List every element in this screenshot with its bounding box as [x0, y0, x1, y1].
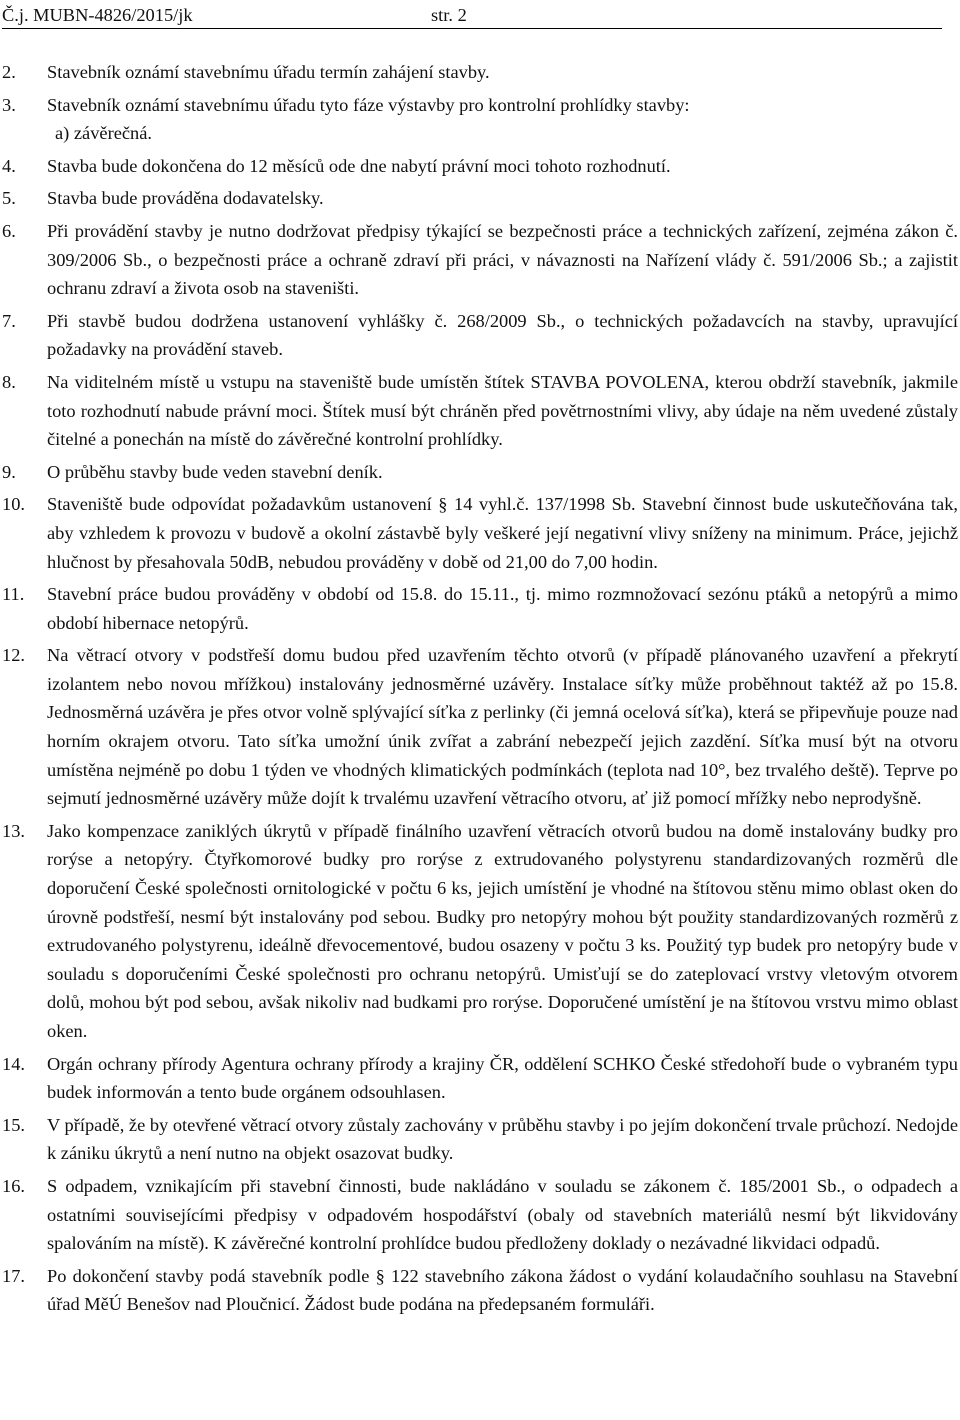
- list-item: [2, 1262, 958, 1319]
- list-item: [2, 1111, 958, 1168]
- item-text: Stavebník oznámí stavebnímu úřadu tyto fáze výstavby pro kontrolní prohlídky stavby:: [47, 94, 690, 115]
- item-text: Stavba bude prováděna dodavatelsky.: [47, 188, 324, 209]
- item-number: 7.: [2, 310, 16, 331]
- item-number: 17.: [2, 1265, 25, 1286]
- item-text: Při provádění stavby je nutno dodržovat předpisy týkající se bezpečnosti práce a technických zařízení, zejména zákon č. 309/2006 Sb., o bezpečnosti práce a ochraně zdraví při práci, v návaznosti na Nařízení vlády č. 591/2006 Sb.; a zajistit ochranu zdraví a života osob na staveništi.: [47, 220, 958, 299]
- item-number: 16.: [2, 1175, 25, 1196]
- item-number: 14.: [2, 1053, 25, 1074]
- item-number: 12.: [2, 645, 25, 666]
- conditions-list: [2, 58, 958, 1323]
- item-text: Při stavbě budou dodržena ustanovení vyhlášky č. 268/2009 Sb., o technických požadavcích na stavby, upravující požadavky na provádění staveb.: [47, 310, 958, 360]
- item-number: 9.: [2, 461, 16, 482]
- item-text-wrap: [47, 91, 958, 148]
- list-item: [2, 184, 958, 213]
- list-item: [2, 817, 958, 1046]
- list-item: [2, 368, 958, 454]
- item-number: 2.: [2, 62, 16, 82]
- page-header: [2, 4, 942, 29]
- item-text: Staveniště bude odpovídat požadavkům ustanovení § 14 vyhl.č. 137/1998 Sb. Stavební činnost bude uskutečňována tak, aby vzhledem k provozu v budově a okolní zástavbě byly veškeré její negativní vlivy sníženy na minimum. Práce, jejichž hlučnost by přesahovala 50dB, nebudou prováděny v době od 21,00 do 7,00 hodin.: [47, 494, 958, 572]
- list-item: [2, 307, 958, 364]
- item-number: 11.: [2, 584, 25, 605]
- list-item: [2, 580, 958, 637]
- item-number: 5.: [2, 188, 16, 209]
- item-text: S odpadem, vznikajícím při stavební činnosti, bude nakládáno v souladu se zákonem č. 185/2001 Sb., o odpadech a ostatními souvisejícími předpisy v odpadovém hospodářství (obaly od stavebních materiálů nesmí být likvidovány spalováním na místě). K závěrečné kontrolní prohlídce budou předloženy doklady o nezávadné likvidaci odpadů.: [47, 1175, 958, 1254]
- item-number: 4.: [2, 155, 16, 176]
- list-item: [2, 641, 958, 813]
- item-text: O průběhu stavby bude veden stavební deník.: [47, 461, 383, 482]
- item-text: V případě, že by otevřené větrací otvory zůstaly zachovány v průběhu stavby i po jejím dokončení trvale průchozí. Nedojde k zániku úkrytů a není nutno na objekt osazovat budky.: [47, 1114, 958, 1164]
- item-text: Jako kompenzace zaniklých úkrytů v případě finálního uzavření větracích otvorů budou na domě instalovány budky pro rorýse a netopýry. Čtyřkomorové budky pro rorýse z extrudovaného polystyrenu standardizovaných rozměrů dle doporučení České společnosti ornitologické v počtu 6 ks, jejich umístění je vhodné na štítovou stěnu mimo oblast oken do úrovně podstřeší, nesmí být instalovány pod sebou. Budky pro netopýry mohou být použity standardizovaných rozměrů z extrudovaného polystyrenu, ideálně dřevocementové, budou osazeny v počtu 3 ks. Použitý typ budek pro netopýry bude v souladu s doporučeními České společnosti pro ochranu netopýrů. Umisťují se do zateplovací vrstvy vletovým otvorem dolů, mohou být pod sebou, avšak nikoliv nad budkami pro rorýse. Doporučené umístění je na štítovou vrstvu mimo oblast oken.: [47, 820, 958, 1041]
- list-item: [2, 58, 958, 87]
- item-number: 8.: [2, 371, 16, 392]
- item-text: Na větrací otvory v podstřeší domu budou před uzavřením těchto otvorů (v případě plánovaného uzavření a překrytí izolantem nebo novou mřížkou) instalovány jednosměrné uzávěry. Instalace síťky může proběhnout taktéž až po 15.8. Jednosměrná uzávěra je přes otvor volně splývající síťka z perlinky (či jemná ocelová síťka), která se připevňuje pouze nad horním okrajem otvoru. Tato síťka umožní únik zvířat a zabrání nebezpečí jejich zazdění. Síťka musí být na otvoru umístěna nejméně po dobu 1 týden ve vhodných klimatických podmínkách (teplota nad 10°, bez trvalého deště). Teprve po sejmutí jednosměrné uzávěry může dojít k trvalému uzavření větracího otvoru, ať již pomocí mřížky nebo neprodyšně.: [47, 645, 958, 809]
- item-number: 15.: [2, 1114, 25, 1135]
- item-number: 3.: [2, 94, 16, 115]
- item-text: Stavba bude dokončena do 12 měsíců ode dne nabytí právní moci tohoto rozhodnutí.: [47, 155, 671, 176]
- page-number: str. 2: [431, 5, 467, 25]
- item-text: Po dokončení stavby podá stavebník podle § 122 stavebního zákona žádost o vydání kolaudačního souhlasu na Stavební úřad MěÚ Benešov nad Ploučnicí. Žádost bude podána na předepsaném formuláři.: [47, 1265, 958, 1315]
- item-text: Stavební práce budou prováděny v období od 15.8. do 15.11., tj. mimo rozmnožovací sezónu ptáků a netopýrů a mimo období hibernace netopýrů.: [47, 584, 958, 633]
- list-item: [2, 490, 958, 576]
- item-number: 6.: [2, 220, 16, 241]
- item-text: Orgán ochrany přírody Agentura ochrany přírody a krajiny ČR, oddělení SCHKO České středohoří bude o vybraném typu budek informován a tento bude orgánem odsouhlasen.: [47, 1053, 958, 1103]
- list-item: [2, 152, 958, 181]
- item-text: Stavebník oznámí stavebnímu úřadu termín zahájení stavby.: [47, 62, 490, 82]
- list-item: [2, 1172, 958, 1258]
- document-reference: Č.j. MUBN-4826/2015/jk: [2, 5, 193, 25]
- list-item: [2, 1050, 958, 1107]
- item-text: Na viditelném místě u vstupu na staveniště bude umístěn štítek STAVBA POVOLENA, kterou obdrží stavebník, jakmile toto rozhodnutí nabude právní moci. Štítek musí být chráněn před povětrnostními vlivy, aby údaje na něm uvedené zůstaly čitelné a ponechán na místě do závěrečné kontrolní prohlídky.: [47, 371, 958, 450]
- item-subitem: a) závěrečná.: [55, 123, 152, 144]
- item-number: 13.: [2, 820, 25, 841]
- list-item: [2, 217, 958, 303]
- list-item: [2, 91, 958, 148]
- list-item: [2, 458, 958, 487]
- item-number: 10.: [2, 494, 25, 515]
